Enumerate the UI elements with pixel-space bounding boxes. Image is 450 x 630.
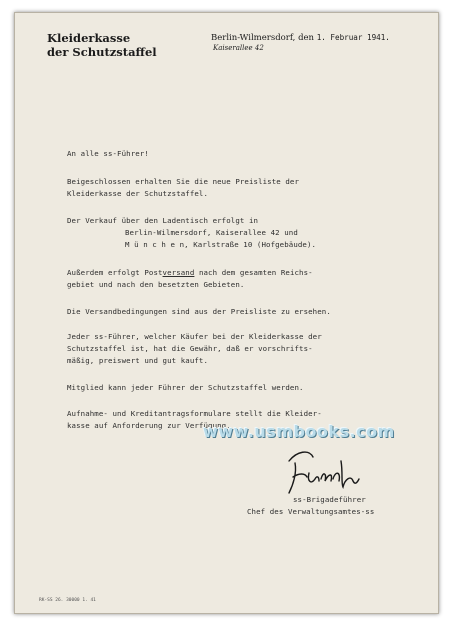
paragraph-2-line-1: Der Verkauf über den Ladentisch erfolgt in <box>67 216 259 225</box>
signer-title: Chef des Verwaltungsamtes-ss <box>247 507 375 516</box>
org-line-1: Kleiderkasse <box>47 31 131 45</box>
signer-rank: ss-Brigadeführer <box>293 495 366 504</box>
paragraph-1-line-1: Beigeschlossen erhalten Sie die neue Preisliste der <box>67 177 300 186</box>
paragraph-3-line-2: gebiet und nach den besetzten Gebieten. <box>67 280 245 289</box>
letter-date: 1. Februar 1941. <box>316 33 390 42</box>
watermark: www.usmbooks.com <box>203 422 395 441</box>
paragraph-3-line-1 <box>67 267 313 279</box>
paragraph-7-line-2: kasse auf Anforderung zur Verfügung. <box>67 421 231 430</box>
address-line-munich: M ü n c h e n, Karlstraße 10 (Hofgebäude). <box>125 240 317 249</box>
paragraph-7-line-1: Aufnahme- und Kreditantragsformulare stellt die Kleider- <box>67 409 322 418</box>
p3-text-c: nach dem gesamten Reichs- <box>194 268 313 277</box>
letter-page <box>14 12 439 614</box>
salutation: An alle ss-Führer! <box>67 149 149 158</box>
paragraph-5-line-1: Jeder ss-Führer, welcher Käufer bei der Kleiderkasse der <box>67 332 322 341</box>
place-prefix: Berlin-Wilmersdorf, den <box>211 33 315 43</box>
org-line-2: der Schutzstaffel <box>47 45 157 59</box>
sender-address: Kaiserallee 42 <box>213 44 264 52</box>
organization-name <box>47 31 157 59</box>
p3-text-a: Außerdem erfolgt Post <box>67 268 163 277</box>
paragraph-5-line-2: Schutzstaffel ist, hat die Gewähr, daß er vorschrifts- <box>67 344 313 353</box>
form-code: RK-SS 26. 30000 1. 41 <box>39 598 96 603</box>
address-line-berlin: Berlin-Wilmersdorf, Kaiserallee 42 und <box>125 228 298 237</box>
paragraph-5-line-3: mäßig, preiswert und gut kauft. <box>67 356 209 365</box>
paragraph-1-line-2: Kleiderkasse der Schutzstaffel. <box>67 189 209 198</box>
paragraph-6: Mitglied kann jeder Führer der Schutzstaffel werden. <box>67 383 304 392</box>
paragraph-4: Die Versandbedingungen sind aus der Preisliste zu ersehen. <box>67 307 331 316</box>
p3-underlined-word: versand <box>162 268 195 277</box>
place-and-date <box>211 32 390 44</box>
